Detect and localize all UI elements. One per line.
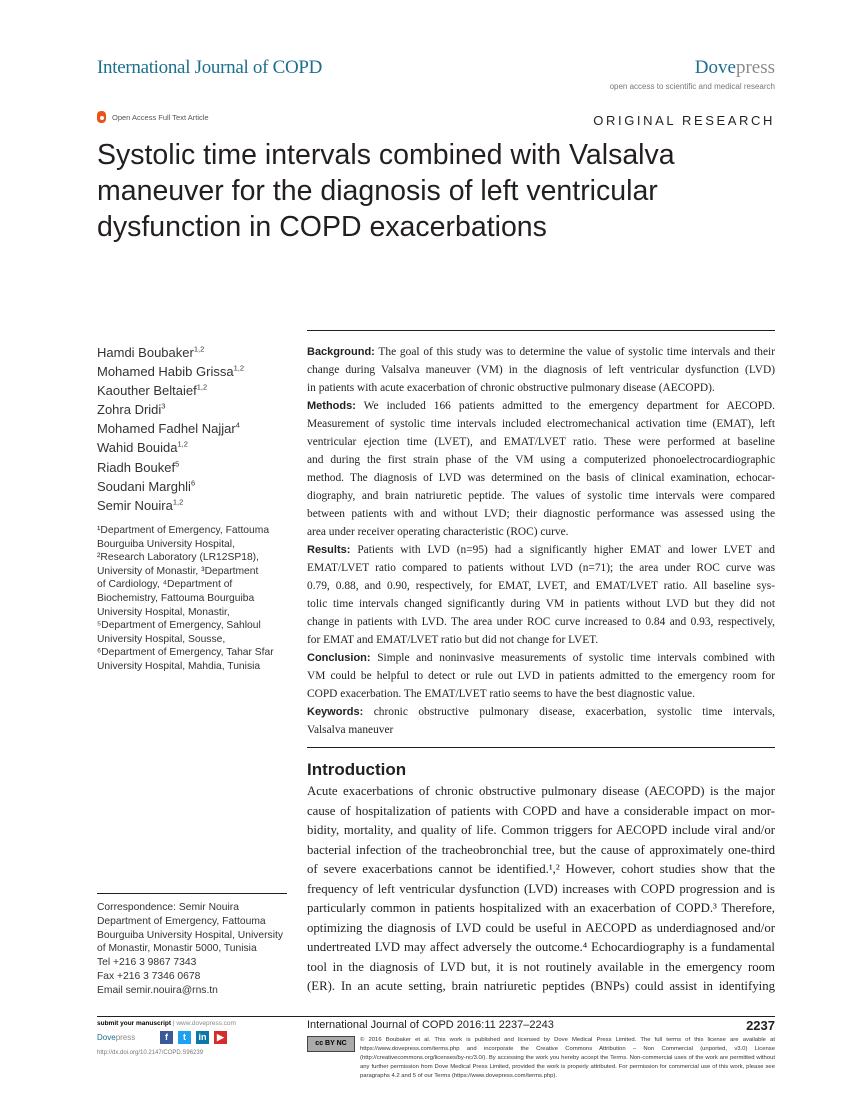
dovepress-logo[interactable] [97,1033,135,1043]
affiliation-line: of Cardiology, ⁴Department of [97,579,233,591]
abstract-text: change in patients with LVD. The area under ROC curve increased to 0.84 and 0.93, respectively, [307,616,775,628]
publisher-tagline: open access to scientific and medical research [609,82,775,91]
affiliation-line: ¹Department of Emergency, Fattouma [97,525,270,536]
author-affiliation-mark: 1,2 [196,382,208,392]
introduction-line: of severe exacerbations cannot be identified.¹,² However, cohort studies show that the [307,862,775,876]
introduction-line: bacterial infection of the tracheobronchial tree, but the cause of approximately one-third [307,842,775,857]
social-links [160,1031,227,1044]
introduction-line: (ER). In an acute setting, brain natriuretic peptides (BNPs) could assist in identifying [307,979,775,993]
abstract-text: Simple and noninvasive measurements of systolic time intervals combined with [370,652,775,664]
abstract-text: in patients with acute exacerbation of chronic obstructive pulmonary disease (AECOPD). [307,382,715,394]
abstract-text: The goal of this study was to determine the value of systolic time intervals and their [374,346,775,358]
correspondence-line: Fax +216 3 7346 0678 [97,970,201,982]
author-name: Semir Nouira [97,497,173,513]
license-text: © 2016 Boubaker et al. This work is published and licensed by Dove Medical Press Limited. The full terms of this license are available at https://www.dovepress.com/terms.php and incorporate the Creative Commons Attribution – Non Commercial (unported, v3.0) License (http://creativecommons.org/licenses/by-nc/3.0/). By accessing the work you hereby accept the Terms. Non-commercial uses of the work are permitted without any further permission from Dove Medical Press Limited, provided the work is properly attributed. For permission for commercial use of this work, please see paragraphs 4.2 and 5 of our Terms (https://www.dovepress.com/terms.php). [360,1037,775,1079]
abstract-text: Patients with LVD (n=95) had a significantly higher EMAT and lower LVET and [350,544,775,556]
abstract-line [307,685,775,703]
linkedin-icon[interactable]: in [196,1031,209,1044]
abstract-label: Conclusion: [307,652,371,664]
author-list [97,343,244,515]
affiliation-line: University Hospital, Monastir, [97,606,230,618]
abstract-text: area under receiver operating characteristic (ROC) curve. [307,526,569,538]
introduction-line: cause of hospitalization of patients with COPD and have a considerable impact on mor- [307,803,775,818]
publisher-logo [695,57,775,79]
abstract-line [307,595,775,613]
author-affiliation-mark: 4 [235,421,240,431]
affiliation-line: Biochemistry, Fattouma Bourguiba [97,592,255,604]
introduction-line: bidity, mortality, and quality of life. Common triggers for AECOPD include viral and/or [307,823,775,837]
facebook-icon[interactable]: f [160,1031,173,1044]
abstract-label: Methods: [307,400,356,412]
author [97,458,244,477]
abstract-line [307,505,775,523]
introduction-line: optimizing the diagnosis of LVD could be useful in AECOPD as underdiagnosed and/or [307,920,775,935]
press-text: press [115,1033,136,1042]
divider [307,747,775,748]
title-line: dysfunction in COPD exacerbations [97,211,547,243]
twitter-icon[interactable]: t [178,1031,191,1044]
author [97,381,244,400]
abstract-line [307,451,775,469]
journal-name: International Journal of COPD [97,57,323,78]
author [97,343,244,362]
abstract-text: and during the first strain phase of the VM using a computerized phonoelectrocardiographic [307,454,775,466]
affiliation-line: ²Research Laboratory (LR12SP18), [97,552,259,564]
abstract-line [307,397,775,415]
author-affiliation-mark: 3 [161,401,166,411]
author-affiliation-mark: 1,2 [233,363,244,373]
divider [97,893,287,894]
abstract-line [307,433,775,451]
abstract-label: Keywords: [307,706,364,718]
author-affiliation-mark: 5 [175,459,180,469]
affiliation-line: ⁶Department of Emergency, Tahar Sfar [97,647,274,659]
abstract-line [307,577,775,595]
journal-citation: International Journal of COPD 2016:11 2237–2243 [307,1019,554,1031]
author-name: Hamdi Boubaker [97,345,194,360]
open-access-label [97,111,209,123]
abstract-line [307,649,775,667]
author-affiliation-mark: 1,2 [172,497,184,507]
abstract-line [307,559,775,577]
abstract-label: Background: [307,346,375,358]
abstract-line [307,487,775,505]
abstract-text: 0.79, 0.88, and 0.90, respectively, for EMAT, LVET, and EMAT/LVET ratio. All baseline sys- [307,580,775,592]
publisher-logo-press: press [735,57,775,78]
introduction-line: frequency of left ventricular dysfunction (LVD) increases with COPD progression and is [307,881,775,896]
abstract-text: EMAT/LVET ratio compared to patients without LVD (n=71); the area under ROC curve was [307,562,775,574]
author-affiliation-mark: 1,2 [193,344,205,354]
author [97,362,244,381]
abstract-text: diography, and brain natriuretic peptide. The values of systolic time intervals were compared [307,490,775,502]
author-affiliation-mark: 1,2 [177,440,188,450]
correspondence-line: Tel +216 3 9867 7343 [97,957,197,969]
abstract-text: Valsalva maneuver [307,724,394,736]
correspondence-line: Department of Emergency, Fattouma [97,915,266,927]
abstract-line [307,361,775,379]
author [97,419,244,438]
abstract [307,343,775,739]
submit-manuscript-link[interactable] [97,1020,236,1028]
abstract-text: for EMAT and EMAT/LVET ratio but did not change for LVET. [307,634,599,646]
correspondence [97,901,297,998]
title-line: Systolic time intervals combined with Valsalva [97,139,675,171]
abstract-line [307,379,775,397]
abstract-line [307,631,775,649]
introduction-line: undertreated LVD may affect adversely the outcome.⁴ Echocardiography is a fundamental [307,940,775,954]
affiliation-line: University Hospital, Mahdia, Tunisia [97,660,261,672]
open-access-icon [97,111,106,123]
abstract-text: change during Valsalva maneuver (VM) in the diagnosis of left ventricular dysfunction (LVD) [307,364,775,376]
abstract-text: tolic time intervals changed significantly during VM in patients without LVD but they did not [307,598,775,610]
author-name: Mohamed Fadhel Najjar [97,421,236,437]
abstract-text: VM could be helpful to detect or rule out LVD in patients admitted to the emergency room for [307,670,775,682]
abstract-text: method. The diagnosis of LVD was determined on the basis of clinical examination, echocar- [307,472,775,484]
introduction-line: particularly common in patients hospitalized with an exacerbation of COPD.³ Therefore, [307,901,775,915]
author-name: Wahid Bouida [97,440,178,456]
introduction-line: Acute exacerbations of chronic obstructive pulmonary disease (AECOPD) is the major [307,784,775,798]
dove-text: Dove [97,1033,116,1042]
author [97,438,244,457]
footer-divider [97,1016,775,1017]
affiliations [97,524,302,674]
article-type: ORIGINAL RESEARCH [593,113,775,128]
abstract-line [307,721,775,739]
page-number: 2237 [746,1018,775,1033]
affiliation-line: University of Monastir, ³Department [97,565,259,577]
author-affiliation-mark: 6 [190,478,196,488]
abstract-line [307,613,775,631]
abstract-line [307,343,775,361]
author-name: Soudani Marghli [97,478,191,494]
abstract-line [307,541,775,559]
author-name: Kaouther Beltaief [97,383,197,399]
abstract-text: We included 166 patients admitted to the emergency department for AECOPD. [355,400,775,412]
open-access-text: Open Access Full Text Article [112,112,209,122]
abstract-text: chronic obstructive pulmonary disease, exacerbation, systolic time intervals, [363,706,775,718]
abstract-text: between patients with and without LVD; their diagnostic performance was assessed using the [307,508,775,520]
abstract-label: Results: [307,544,351,556]
introduction-body [307,782,775,997]
author [97,400,244,419]
creative-commons-badge[interactable]: cc BY NC [307,1036,355,1052]
affiliation-line: ⁵Department of Emergency, Sahloul [97,620,261,632]
correspondence-line: Bourguiba University Hospital, University [97,929,283,941]
abstract-line [307,415,775,433]
abstract-line [307,667,775,685]
title-line: maneuver for the diagnosis of left ventricular [97,175,658,207]
youtube-icon[interactable]: ▶ [214,1031,227,1044]
correspondence-line: Email semir.nouira@rns.tn [97,984,218,996]
author [97,477,244,496]
abstract-line [307,523,775,541]
article-title [97,137,817,245]
abstract-text: Measurement of systolic time intervals included electromechanical activation time (EMAT), left [307,418,775,430]
doi-link[interactable]: http://dx.doi.org/10.2147/COPD.S96239 [97,1050,204,1056]
abstract-text: COPD exacerbation. The EMAT/LVET ratio seems to have the best diagnostic value. [307,688,695,700]
author-name: Mohamed Habib Grissa [97,364,234,380]
abstract-line [307,469,775,487]
publisher-logo-dove: Dove [694,57,736,78]
introduction-line: tool in the diagnosis of LVD but, it is not routinely available in the emergency room [307,959,775,974]
affiliation-line: University Hospital, Sousse, [97,633,226,645]
correspondence-line: of Monastir, Monastir 5000, Tunisia [97,943,257,955]
author [97,496,244,515]
correspondence-line: Correspondence: Semir Nouira [97,902,239,913]
section-heading-introduction: Introduction [307,760,407,779]
affiliation-line: Bourguiba University Hospital, [97,538,235,550]
divider [307,330,775,331]
submit-label: submit your manuscript [97,1020,172,1027]
submit-url: | www.dovepress.com [171,1020,236,1027]
abstract-text: ventricular ejection time (LVET), and EMAT/LVET ratio. These were performed at baseline [307,436,775,448]
author-name: Zohra Dridi [97,402,162,418]
abstract-line [307,703,775,721]
author-name: Riadh Boukef [97,459,176,475]
